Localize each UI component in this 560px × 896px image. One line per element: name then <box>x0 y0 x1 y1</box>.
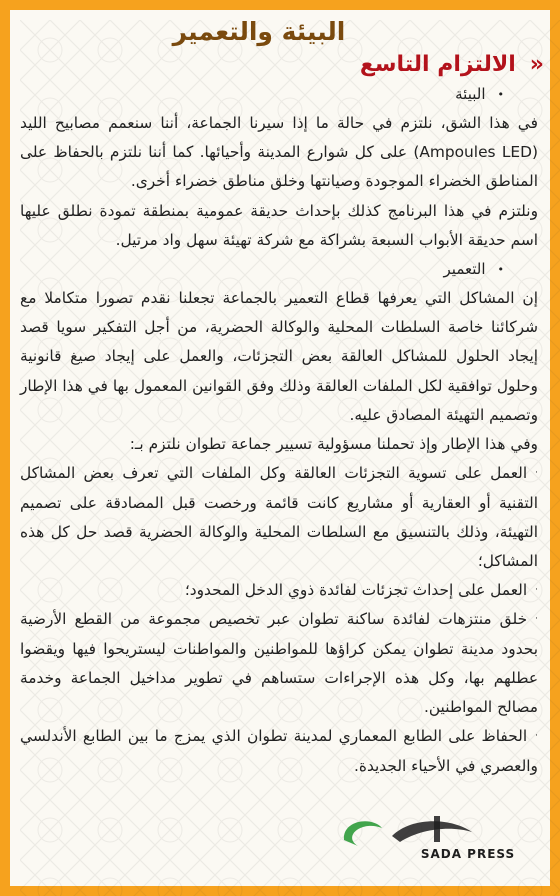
item-text: العمل على إحداث تجزئات لفائدة ذوي الدخل المحدود؛ <box>184 581 528 600</box>
item-dot: · <box>535 614 538 625</box>
section-header <box>20 50 538 80</box>
paragraph-led-lighting: في هذا الشق، نلتزم في حالة ما إذا سيرنا الجماعة، أننا سنعمم مصابيح الليد (Ampoules LED) على كل شوارع المدينة وأحيائها. كما أننا نلتزم بالحفاظ على المناطق الخضراء الموجودة وصيانتها وخلق مناطق خضراء أخرى. <box>20 114 538 191</box>
bullet-label: التعمير <box>443 260 486 279</box>
article <box>20 14 538 781</box>
commitment-item <box>20 576 538 605</box>
bullet-dot: • <box>497 88 504 101</box>
bullet-label: البيئة <box>455 85 486 103</box>
item-dot: · <box>535 468 538 479</box>
commitment-item <box>20 459 538 576</box>
item-text: العمل على تسوية التجزئات العالقة وكل الملفات التي تعرف بعض المشاكل التقنية أو العقارية أو مشاريع كانت قائمة ورخصت قبل المصادقة على تصميم التهيئة، وذلك بالتنسيق مع السلطات المحلية والوكالة الحضرية قصد حل كل هذه المشاكل؛ <box>20 464 538 570</box>
section-title: الالتزام التاسع <box>359 52 516 77</box>
commitment-item <box>20 722 538 781</box>
logo-latin-text: SADA PRESS <box>420 847 516 861</box>
paragraph-public-garden: ونلتزم في هذا البرنامج كذلك بإحداث حديقة عمومية بمنطقة تمودة نطلق عليها اسم حديقة الأبواب السبعة بشراكة مع شركة تهيئة سهل واد مرتيل. <box>20 201 538 249</box>
paragraph-commitments-intro: وفي هذا الإطار وإذ تحملنا مسؤولية تسيير جماعة تطوان نلتزم بـ: <box>129 435 538 454</box>
commitment-item <box>20 605 538 722</box>
item-text: خلق منتزهات لفائدة ساكنة تطوان عبر تخصيص مجموعة من القطع الأرضية بحدود مدينة تطوان يمكن كراؤها للمواطنين والمواطنات ليستريحوا فيها ويقضوا عطلهم بها، وكل هذه الإجراءات ستساهم في تطوير مداخيل الجماعة وخدمة مصالح المواطنين. <box>20 610 538 717</box>
bullet-environment <box>20 80 538 109</box>
bullet-dot: • <box>497 263 504 277</box>
item-dot: · <box>535 585 538 596</box>
sada-press-logo <box>322 806 532 862</box>
page-title: البيئة والتعمير <box>172 17 346 46</box>
paragraph-urban-problems: إن المشاكل التي يعرفها قطاع التعمير بالجماعة تجعلنا نقدم تصورا متكاملا مع شركائنا خاصة السلطات المحلية والوكالة الحضرية، من أجل التفكير سويا قصد إيجاد الحلول للمشاكل العالقة بعض التجزئات، والعمل على إيجاد صيغ قانونية وحلول توافقية لكل الملفات العالقة وذلك وفق القوانين المعمول بها في هذا الإطار وتصميم التهيئة المصادق عليه. <box>20 289 538 424</box>
item-dot: · <box>535 731 538 742</box>
double-chevron-icon: « <box>529 52 538 77</box>
item-text: الحفاظ على الطابع المعماري لمدينة تطوان الذي يمزج ما بين الطابع الأندلسي والعصري في الأحياء الجديدة. <box>20 727 538 775</box>
bullet-urbanism <box>20 255 538 284</box>
